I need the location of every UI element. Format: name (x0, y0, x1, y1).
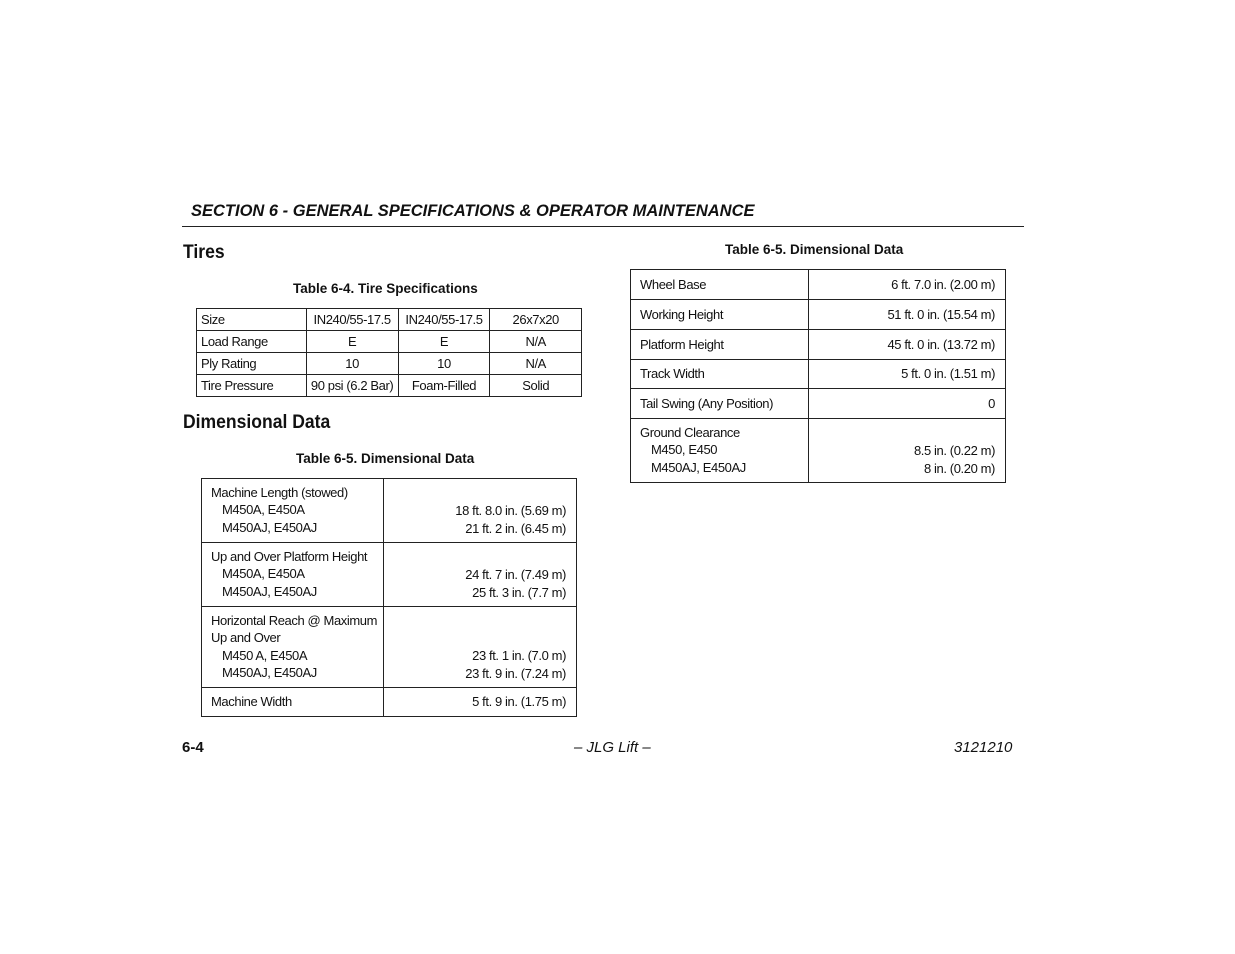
table-row (631, 360, 1006, 389)
row-label: Wheel Base (631, 270, 809, 300)
model-label: M450AJ, E450AJ (651, 459, 746, 475)
table-cell: IN240/55-17.5 (306, 309, 398, 331)
table-cell: 10 (398, 353, 490, 375)
table-cell: N/A (490, 331, 582, 353)
table-cell: Foam-Filled (398, 375, 490, 397)
tire-spec-table (196, 308, 582, 397)
row-value: 24 ft. 7 in. (7.49 m) (465, 567, 566, 583)
table-cell: IN240/55-17.5 (398, 309, 490, 331)
dimensional-table-right (630, 269, 1006, 483)
row-value: 25 ft. 3 in. (7.7 m) (472, 584, 566, 600)
table-cell: Solid (490, 375, 582, 397)
row-label: Machine Length (stowed) (211, 485, 348, 500)
section-header: SECTION 6 - GENERAL SPECIFICATIONS & OPERATOR MAINTENANCE (191, 202, 755, 220)
row-value: 5 ft. 9 in. (1.75 m) (384, 688, 577, 717)
row-label-cell (202, 543, 384, 607)
row-label: Load Range (197, 331, 307, 353)
table-row (197, 331, 582, 353)
model-label: M450 A, E450A (222, 647, 308, 663)
row-label-cell (202, 479, 384, 543)
page-number: 6-4 (182, 739, 204, 756)
table-row (631, 330, 1006, 360)
table-row (202, 543, 577, 607)
row-value: 5 ft. 0 in. (1.51 m) (808, 360, 1005, 389)
row-label-cell (202, 607, 384, 688)
row-value: 51 ft. 0 in. (15.54 m) (808, 300, 1005, 330)
model-label: M450, E450 (651, 442, 718, 458)
table-cell: 10 (306, 353, 398, 375)
table-cell: E (306, 331, 398, 353)
table-row (202, 688, 577, 717)
row-label: Platform Height (631, 330, 809, 360)
model-label: M450AJ, E450AJ (222, 664, 317, 680)
row-value-cell (384, 543, 577, 607)
row-label: Tail Swing (Any Position) (631, 389, 809, 419)
row-label: Working Height (631, 300, 809, 330)
row-value: 18 ft. 8.0 in. (5.69 m) (455, 503, 566, 519)
row-label-continued: Up and Over (211, 630, 281, 646)
table-row (197, 375, 582, 397)
table-row (202, 607, 577, 688)
footer-title: – JLG Lift – (574, 739, 651, 756)
row-value-cell (384, 479, 577, 543)
table-row (202, 479, 577, 543)
row-label: Size (197, 309, 307, 331)
row-value: 8 in. (0.20 m) (924, 460, 995, 476)
row-value: 0 (808, 389, 1005, 419)
dimensional-data-heading: Dimensional Data (183, 411, 331, 433)
row-label: Up and Over Platform Height (211, 549, 368, 564)
row-label: Track Width (631, 360, 809, 389)
model-label: M450AJ, E450AJ (222, 519, 317, 535)
tires-heading: Tires (183, 241, 225, 263)
row-value: 45 ft. 0 in. (13.72 m) (808, 330, 1005, 360)
table-row (631, 389, 1006, 419)
row-value-cell (384, 607, 577, 688)
dimensional-table-caption-right: Table 6-5. Dimensional Data (725, 242, 904, 257)
table-cell: 90 psi (6.2 Bar) (306, 375, 398, 397)
row-value-cell (808, 419, 1005, 483)
table-row (197, 353, 582, 375)
table-row (197, 309, 582, 331)
row-label: Ground Clearance (640, 425, 740, 440)
row-label: Ply Rating (197, 353, 307, 375)
row-value: 21 ft. 2 in. (6.45 m) (465, 520, 566, 536)
dimensional-table-left (201, 478, 577, 717)
table-row (631, 300, 1006, 330)
header-divider (182, 226, 1024, 227)
row-value: 8.5 in. (0.22 m) (913, 443, 995, 459)
table-cell: E (398, 331, 490, 353)
row-label: Horizontal Reach @ Maximum (211, 613, 378, 628)
row-label: Machine Width (202, 688, 384, 717)
row-value: 23 ft. 1 in. (7.0 m) (472, 648, 566, 664)
row-label: Tire Pressure (197, 375, 307, 397)
row-value: 6 ft. 7.0 in. (2.00 m) (808, 270, 1005, 300)
row-label-cell (631, 419, 809, 483)
model-label: M450A, E450A (222, 502, 305, 518)
tire-table-caption: Table 6-4. Tire Specifications (293, 281, 478, 296)
table-cell: N/A (490, 353, 582, 375)
table-cell: 26x7x20 (490, 309, 582, 331)
dimensional-table-caption: Table 6-5. Dimensional Data (296, 451, 475, 466)
row-value: 23 ft. 9 in. (7.24 m) (465, 665, 566, 681)
table-row (631, 270, 1006, 300)
model-label: M450A, E450A (222, 566, 305, 582)
document-number: 3121210 (954, 739, 1013, 756)
model-label: M450AJ, E450AJ (222, 583, 317, 599)
table-row (631, 419, 1006, 483)
